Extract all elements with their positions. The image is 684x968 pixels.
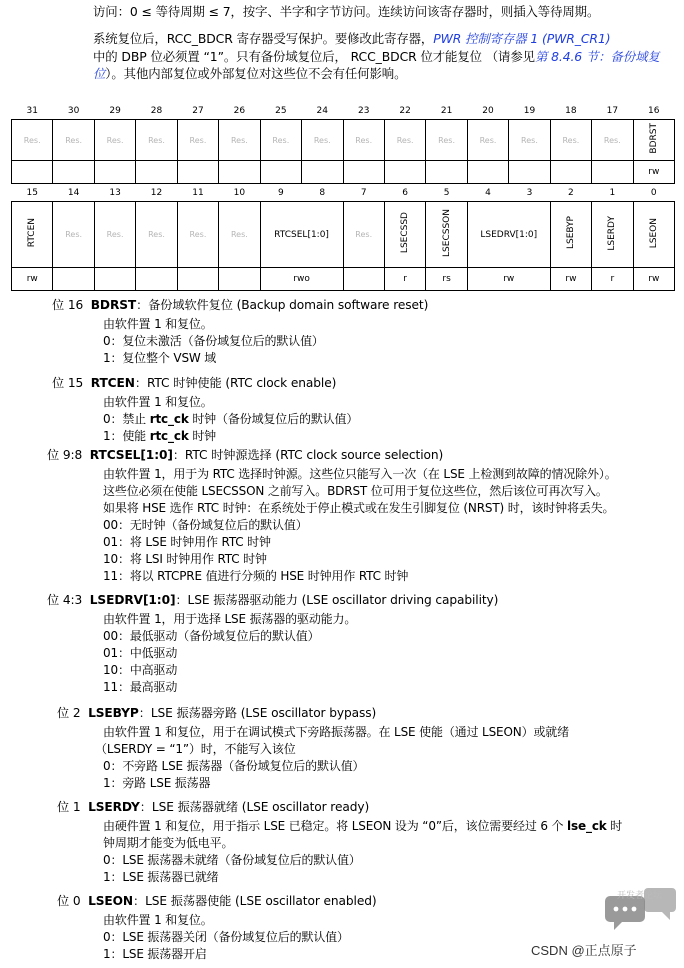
bit-number: 14 [67,187,80,198]
reserved-bit: Res. [302,120,343,161]
access-lseon: rw [633,268,674,291]
empty-access [592,161,633,184]
bit-number: 4 [485,187,491,198]
lsebyp-heading: 位 2 LSEBYP：LSE 振荡器旁路 (LSE oscillator bypass) [57,706,377,720]
lserdy-heading: 位 1 LSERDY：LSE 振荡器就绪 (LSE oscillator ready) [57,800,370,814]
watermark-text: CSDN @正点原子 [531,943,637,958]
reserved-bit: Res. [219,120,260,161]
empty-access [550,161,591,184]
bit-number: 9 [277,187,284,198]
field-bdrst [633,120,674,161]
empty-access [260,161,301,184]
empty-access [53,161,94,184]
empty-access [426,161,467,184]
access-rtcsel: rwo [260,268,343,291]
empty-access [219,161,260,184]
rtcen-description: 由软件置 1 和复位。 0：禁止 rtc_ck 时钟（备份域复位后的默认值） 1：使能 rtc_ck 时钟 [103,395,359,443]
reserved-bit: Res. [550,120,591,161]
lsedrv-description: 由软件置 1，用于选择 LSE 振荡器的驱动能力。 00：最低驱动（备份域复位后的默认值） 01：中低驱动 10：中高驱动 11：最高驱动 [103,612,357,694]
lsedrv-heading: 位 4:3 LSEDRV[1:0]：LSE 振荡器驱动能力 (LSE oscillator driving capability) [47,593,499,607]
bit-number: 2 [568,187,574,198]
access-lsecsson: rs [426,268,467,291]
bit-number: 1 [609,187,616,198]
access-bdrst: rw [633,161,674,184]
bit-number: 22 [399,105,411,116]
bdrst-heading: 位 16 BDRST：备份域软件复位 (Backup domain software reset) [52,298,429,312]
bit-number: 25 [275,105,287,116]
bit-number: 27 [192,105,204,116]
bit-number: 31 [26,105,38,116]
empty-access [53,268,94,291]
bit-number: 21 [440,105,453,116]
low-field-names [12,202,675,268]
field-lsebyp [550,202,591,268]
reserved-bit: Res. [53,120,94,161]
empty-access [343,161,384,184]
rtcsel-heading: 位 9:8 RTCSEL[1:0]：RTC 时钟源选择 (RTC clock source selection) [47,448,444,462]
lserdy-description: 由硬件置 1 和复位，用于指示 LSE 已稳定。将 LSEON 设为 “0”后，该位需要经过 6 个 lse_ck 时 钟周期才能变为低电平。 0：LSE 振荡器未就绪（备份域复位后的默认值） 1：LSE 振荡器已就绪 [103,819,623,884]
reserved-bit: Res. [384,120,425,161]
bit-number: 19 [523,105,536,116]
bit-number: 0 [650,187,657,198]
high-bit-numbers [12,102,675,120]
field-rtcsel: RTCSEL[1:0] [260,202,343,268]
bdrst-description: 由软件置 1 和复位。 0：复位未激活（备份域复位后的默认值） 1：复位整个 VSW 域 [103,317,324,365]
watermark-forum-text: 开发者论坛 [617,891,663,901]
access-note: 访问：0 ≤ 等待周期 ≤ 7，按字、半字和字节访问。连续访问该寄存器时，则插入等待周期。 [93,4,600,19]
reserved-bit: Res. [177,120,218,161]
bit-number: 18 [565,105,577,116]
bit-number: 15 [26,187,38,198]
access-lsecssd: r [384,268,425,291]
empty-access [177,268,218,291]
rtcen-heading: 位 15 RTCEN：RTC 时钟使能 (RTC clock enable) [52,376,337,390]
register-bit-map [11,102,675,291]
bit-number: 11 [192,187,204,198]
bit-number: 6 [402,187,409,198]
empty-access [302,161,343,184]
empty-access [509,161,550,184]
bit-number: 20 [482,105,494,116]
reserved-bit: Res. [53,202,94,268]
bit-number: 8 [319,187,326,198]
field-lsebyp-label: LSEBYP [565,216,576,250]
rtcsel-description: 由软件置 1，用于为 RTC 选择时钟源。这些位只能写入一次（在 LSE 上检测到故障的情况除外）。 这些位必须在使能 LSECSSON 之前写入。BDRST 位可用于复位这些位，然后该位可再次写入。 如果将 HSE 选作 RTC 时钟：在系统处于停止模式或在发生引脚复位 (NRST) 时，该时钟将丢失。 00：无时钟（备份域复位后的默认值） 01：将 LSE 时钟用作 RTC 时钟 10：将 LSI 时钟用作 RTC 时钟 11：将以 RTCPRE 值进行分频的 HSE 时钟用作 RTC 时钟 [103,467,617,583]
reserved-bit: Res. [509,120,550,161]
bit-number: 13 [109,187,121,198]
empty-access [467,161,508,184]
reserved-bit: Res. [94,120,135,161]
access-lsedrv: rw [467,268,550,291]
empty-access [94,268,135,291]
reserved-bit: Res. [219,202,260,268]
field-bdrst-label: BDRST [648,123,659,154]
empty-access [136,161,177,184]
field-lserdy [592,202,633,268]
access-lserdy: r [592,268,633,291]
high-field-names [12,120,675,161]
field-rtcen-label: RTCEN [27,218,38,248]
empty-access [384,161,425,184]
low-bit-numbers [12,184,675,202]
reserved-bit: Res. [177,202,218,268]
empty-access [12,161,53,184]
reserved-bit: Res. [94,202,135,268]
field-lseon [633,202,674,268]
bit-number: 12 [150,187,163,198]
field-lsecsson-label: LSECSSON [441,209,452,257]
reserved-bit: Res. [426,120,467,161]
bit-number: 7 [360,187,367,198]
empty-access [94,161,135,184]
bit-number: 3 [526,187,533,198]
access-lsebyp: rw [550,268,591,291]
bit-number: 10 [233,187,246,198]
bit-number: 17 [606,105,619,116]
empty-access [219,268,260,291]
bit-number: 29 [109,105,121,116]
pwr-cr1-link[interactable]: PWR 控制寄存器 1 (PWR_CR1) [433,31,611,46]
reserved-bit: Res. [136,202,177,268]
reserved-bit: Res. [260,120,301,161]
bit-number: 28 [150,105,163,116]
reserved-bit: Res. [467,120,508,161]
reserved-bit: Res. [343,202,384,268]
field-lsecssd [384,202,425,268]
access-rtcen: rw [12,268,53,291]
lsebyp-description: 由软件置 1 和复位，用于在调试模式下旁路振荡器。在 LSE 使能（通过 LSEON）或就绪 （LSERDY = “1”）时，不能写入该位 0：不旁路 LSE 振荡器（备份域复位后的默认值） 1：旁路 LSE 振荡器 [95,725,570,790]
field-rtcen [12,202,53,268]
empty-access [177,161,218,184]
bit-number: 24 [316,105,328,116]
bit-number: 5 [443,187,450,198]
reserved-bit: Res. [592,120,633,161]
bit-number: 23 [357,105,370,116]
reserved-bit: Res. [343,120,384,161]
field-lsedrv: LSEDRV[1:0] [467,202,550,268]
empty-access [136,268,177,291]
lseon-description: 由软件置 1 和复位。 0：LSE 振荡器关闭（备份域复位后的默认值） 1：LSE 振荡器开启 [103,913,349,961]
reserved-bit: Res. [12,120,53,161]
low-field-access [12,268,675,291]
backup-domain-reset-link[interactable]: 第 8.4.6 节：备份域复位 [93,48,660,81]
bit-number: 30 [67,105,80,116]
lseon-heading: 位 0 LSEON：LSE 振荡器使能 (LSE oscillator enabled) [57,894,377,908]
bit-number: 26 [233,105,246,116]
empty-access [343,268,384,291]
reset-note: 系统复位后，RCC_BDCR 寄存器受写保护。要修改此寄存器，PWR 控制寄存器 1 (PWR_CR1) 中的 DBP 位必须置 “1”。只有备份域复位后， RCC_BDCR 位才能复位 （请参见第 8.4.6 节：备份域复位）。其他内部复位或外部复位对这些位不会有任何影响。 [93,31,660,81]
reserved-bit: Res. [136,120,177,161]
bit-number: 16 [648,105,660,116]
field-lserdy-label: LSERDY [607,215,618,251]
field-lsecssd-label: LSECSSD [400,212,411,254]
high-field-access [12,161,675,184]
field-lseon-label: LSEON [648,217,659,249]
field-lsecsson [426,202,467,268]
